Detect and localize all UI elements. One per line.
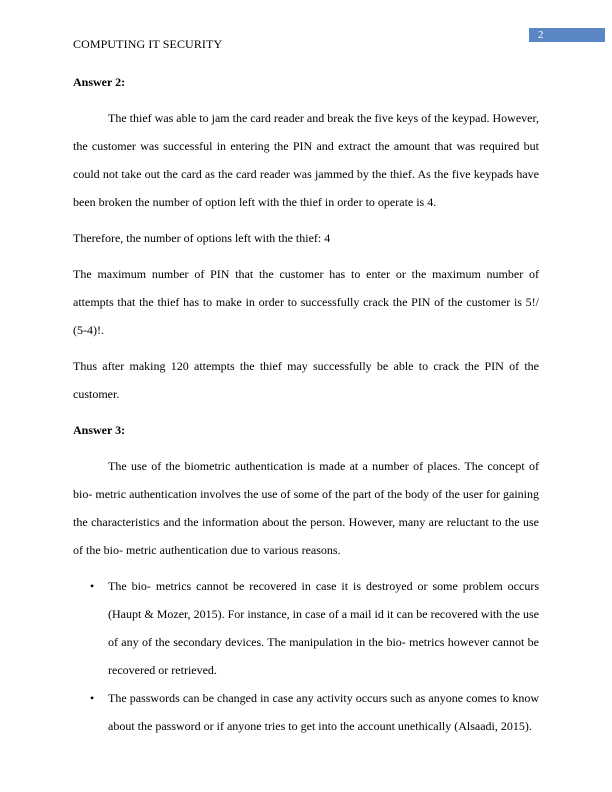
list-item-text: The passwords can be changed in case any activity occurs such as anyone comes to know about the password or if anyone tries to get into the account unethically (Alsaadi, 2015). xyxy=(108,691,539,733)
bullet-icon: • xyxy=(90,579,95,593)
page-number: 2 xyxy=(529,28,605,42)
answer-3-bullet-list xyxy=(73,572,539,740)
list-item xyxy=(90,684,539,740)
answer-2-paragraph-2: Therefore, the number of options left with the thief: 4 xyxy=(73,231,331,245)
bullet-icon: • xyxy=(90,691,95,705)
list-item xyxy=(90,572,539,684)
answer-2-paragraph-3: The maximum number of PIN that the customer has to enter or the maximum number of attempts that the thief has to make in order to successfully crack the PIN of the customer is 5!/ (5-4)!. xyxy=(73,267,539,337)
running-head: COMPUTING IT SECURITY xyxy=(73,37,223,51)
list-item-text: The bio- metrics cannot be recovered in case it is destroyed or some problem occurs (Haupt & Mozer, 2015). For instance, in case of a mail id it can be recovered with the use of any of the secondary devices. The manipulation in the bio- metrics however cannot be recovered or retrieved. xyxy=(108,579,539,677)
answer-2-heading: Answer 2: xyxy=(73,75,126,89)
answer-3-heading: Answer 3: xyxy=(73,423,126,437)
document-body xyxy=(73,68,539,740)
answer-2-paragraph-4: Thus after making 120 attempts the thief may successfully be able to crack the PIN of the customer. xyxy=(73,359,539,401)
answer-3-intro: The use of the biometric authentication is made at a number of places. The concept of bio- metric authentication involves the use of some of the part of the body of the user for gaining the characteristics and the information about the person. However, many are reluctant to the use of the bio- metric authentication due to various reasons. xyxy=(73,459,539,557)
answer-2-paragraph-1: The thief was able to jam the card reader and break the five keys of the keypad. However, the customer was successful in entering the PIN and extract the amount that was required but could not take out the card as the card reader was jammed by the thief. As the five keypads have been broken the number of option left with the thief in order to operate is 4. xyxy=(73,111,539,209)
